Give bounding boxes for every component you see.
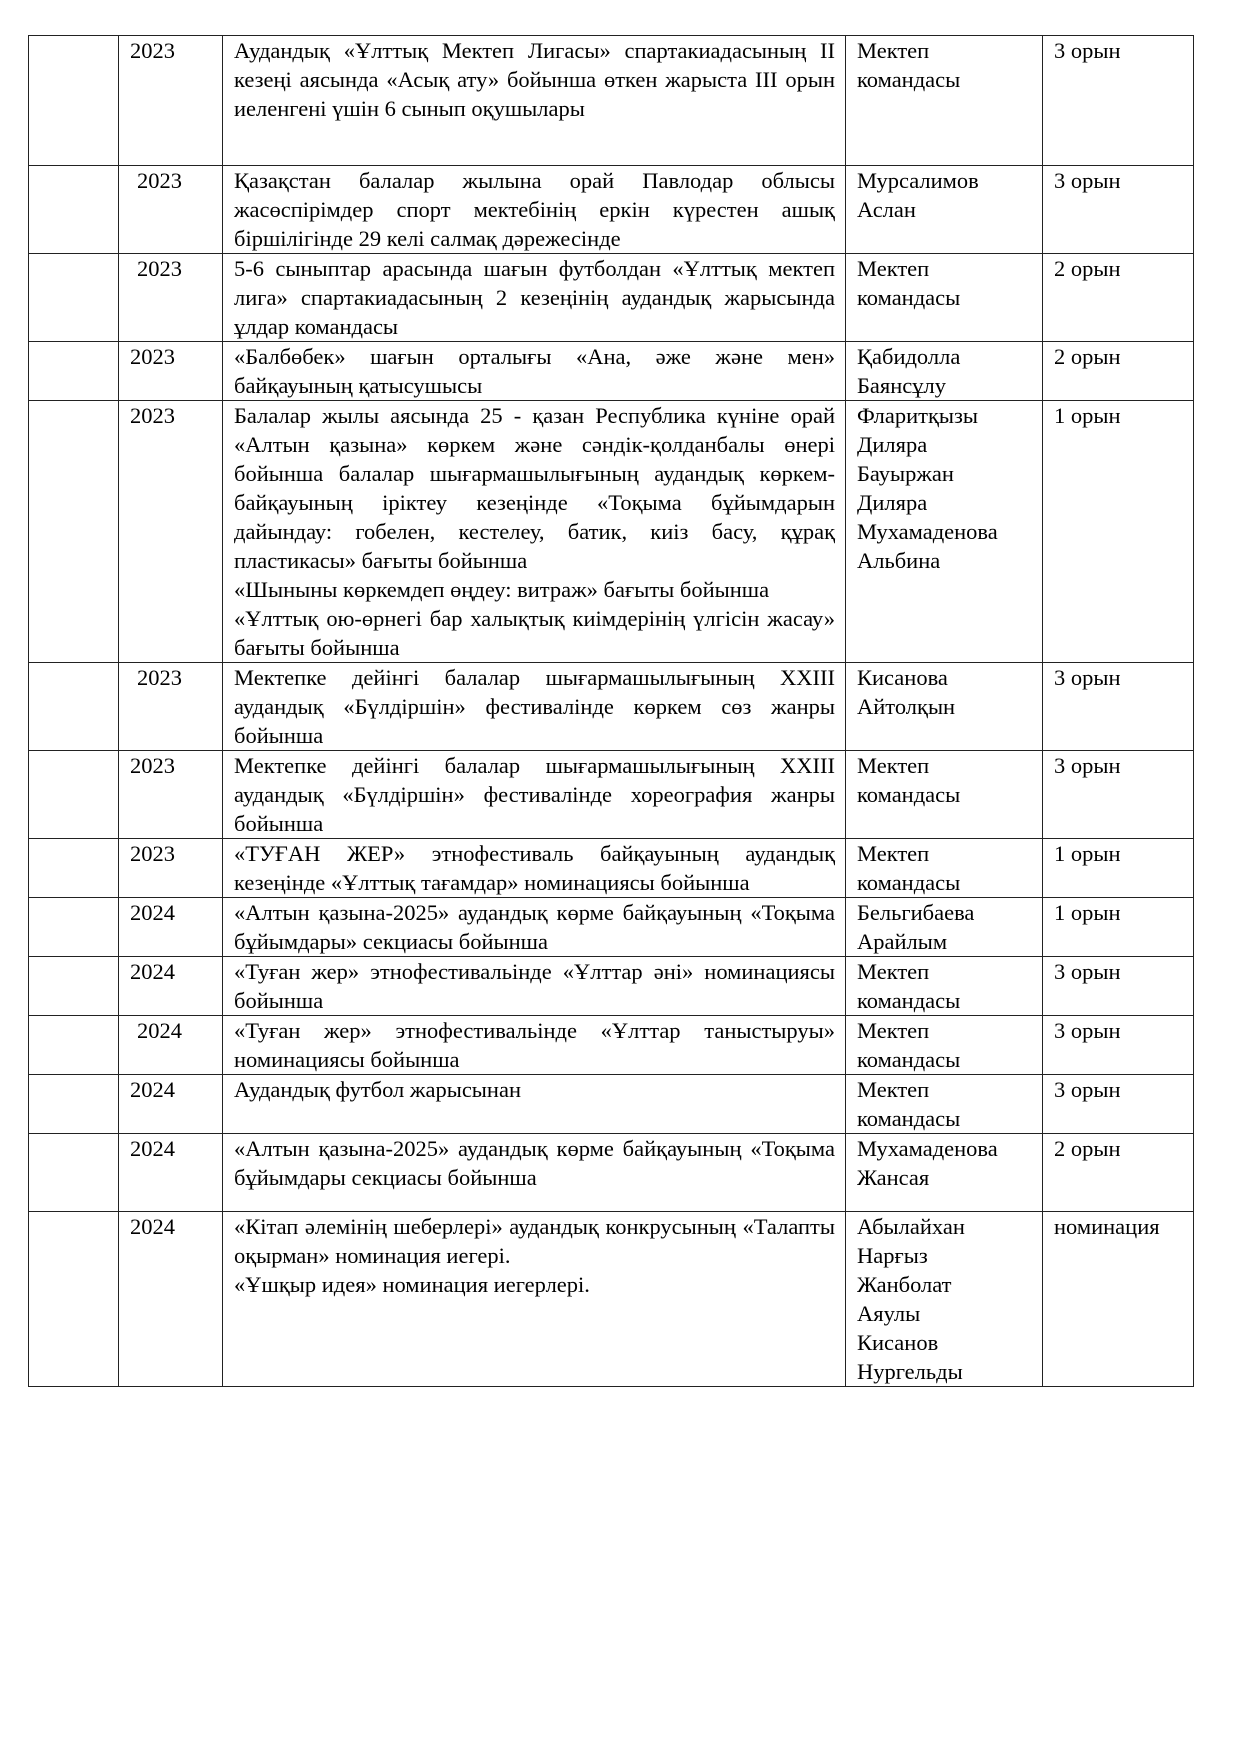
event-description-cell — [223, 1212, 846, 1387]
participant-name: Кисанов — [857, 1330, 939, 1355]
row-number-cell — [29, 957, 119, 1016]
participant-cell — [846, 36, 1043, 166]
participant-cell — [846, 839, 1043, 898]
year-cell: 2024 — [119, 1016, 223, 1075]
event-description-cell — [223, 839, 846, 898]
table-row — [29, 36, 1194, 166]
year-cell: 2023 — [119, 663, 223, 751]
row-number-cell — [29, 36, 119, 166]
event-description-text: 5-6 сыныптар арасында шағын футболдан «Ұлттық мектеп лига» спартакиадасының 2 кезеңінің аудандық жарысында ұлдар командасы — [234, 256, 835, 339]
table-row — [29, 1075, 1194, 1134]
event-description-text: «Алтын қазына-2025» аудандық көрме байқауының «Тоқыма бұйымдары секциасы бойынша — [234, 1136, 835, 1190]
awards-table-body — [29, 36, 1194, 1387]
place-cell: 3 орын — [1043, 1016, 1194, 1075]
participant-cell — [846, 1134, 1043, 1212]
place-cell: 3 орын — [1043, 166, 1194, 254]
row-number-cell — [29, 751, 119, 839]
event-description-text: Мектепке дейінгі балалар шығармашылығының ХХІІІ аудандық «Бүлдіршін» фестивалінде хореография жанры бойынша — [234, 753, 835, 836]
year-cell: 2023 — [119, 36, 223, 166]
participant-name: Мурсалимов — [857, 168, 979, 193]
participant-name: Мектеп командасы — [857, 959, 961, 1013]
row-number-cell — [29, 663, 119, 751]
participant-name: Фларитқызы — [857, 403, 979, 428]
table-row — [29, 254, 1194, 342]
row-number-cell — [29, 898, 119, 957]
event-description-text: Мектепке дейінгі балалар шығармашылығының ХХІІІ аудандық «Бүлдіршін» фестивалінде көркем сөз жанры бойынша — [234, 665, 835, 748]
place-cell: 2 орын — [1043, 1134, 1194, 1212]
participant-name: Мухамаденова — [857, 519, 998, 544]
row-number-cell — [29, 254, 119, 342]
row-number-cell — [29, 839, 119, 898]
place-cell: 1 орын — [1043, 839, 1194, 898]
year-cell: 2024 — [119, 1134, 223, 1212]
participant-name: Мектеп командасы — [857, 753, 961, 807]
table-row — [29, 1134, 1194, 1212]
year-cell: 2023 — [119, 342, 223, 401]
participant-name: Мухамаденова — [857, 1136, 998, 1161]
year-cell: 2023 — [119, 839, 223, 898]
table-row — [29, 957, 1194, 1016]
year-cell: 2024 — [119, 1075, 223, 1134]
year-cell: 2023 — [119, 751, 223, 839]
event-description-cell — [223, 401, 846, 663]
row-number-cell — [29, 1016, 119, 1075]
participant-cell — [846, 957, 1043, 1016]
participant-cell — [846, 751, 1043, 839]
event-description-cell — [223, 1075, 846, 1134]
participant-cell — [846, 1075, 1043, 1134]
year-cell: 2024 — [119, 898, 223, 957]
event-description-text: Қазақстан балалар жылына орай Павлодар облысы жасөспірімдер спорт мектебінің еркін күрестен ашық біршілігінде 29 келі салмақ дәрежесінде — [234, 168, 835, 251]
event-description-cell — [223, 898, 846, 957]
participant-name: Мектеп командасы — [857, 1077, 961, 1131]
participant-name: Аяулы — [857, 1301, 921, 1326]
event-description-text: «Шыныны көркемдеп өңдеу: витраж» бағыты бойынша — [234, 577, 770, 602]
place-cell: 1 орын — [1043, 898, 1194, 957]
participant-name: Диляра — [857, 490, 928, 515]
participant-name: Арайлым — [857, 929, 948, 954]
participant-name: Альбина — [857, 548, 941, 573]
event-description-cell — [223, 1016, 846, 1075]
row-number-cell — [29, 166, 119, 254]
row-number-cell — [29, 401, 119, 663]
row-number-cell — [29, 1075, 119, 1134]
participant-name: Мектеп командасы — [857, 256, 961, 310]
participant-name: Аслан — [857, 197, 916, 222]
table-row — [29, 401, 1194, 663]
place-cell: 3 орын — [1043, 957, 1194, 1016]
year-cell: 2023 — [119, 401, 223, 663]
place-cell: 3 орын — [1043, 663, 1194, 751]
place-cell: 2 орын — [1043, 254, 1194, 342]
table-row — [29, 342, 1194, 401]
event-description-text: «Алтын қазына-2025» аудандық көрме байқауының «Тоқыма бұйымдары» секциасы бойынша — [234, 900, 835, 954]
event-description-text: «ТУҒАН ЖЕР» этнофестиваль байқауының аудандық кезеңінде «Ұлттық тағамдар» номинациясы бойынша — [234, 841, 835, 895]
participant-name: Қабидолла — [857, 344, 961, 369]
event-description-cell — [223, 957, 846, 1016]
participant-cell — [846, 1212, 1043, 1387]
participant-name: Жансая — [857, 1165, 930, 1190]
participant-cell — [846, 166, 1043, 254]
event-description-cell — [223, 36, 846, 166]
event-description-text: Аудандық «Ұлттық Мектеп Лигасы» спартакиадасының ІІ кезеңі аясында «Асық ату» бойынша өткен жарыста ІІІ орын иеленгені үшін 6 сынып оқушылары — [234, 38, 835, 121]
event-description-text: Балалар жылы аясында 25 - қазан Республика күніне орай «Алтын қазына» көркем және сәндік-қолданбалы өнері бойынша балалар шығармашылығының аудандық көркем-байқауының іріктеу кезеңінде «Тоқыма бұйымдарын дайындау: гобелен, кестелеу, батик, киіз басу, құрақ пластикасы» бағыты бойынша — [234, 403, 835, 573]
participant-name: Баянсұлу — [857, 373, 947, 398]
event-description-text: «Ұшқыр идея» номинация иегерлері. — [234, 1272, 590, 1297]
event-description-text: «Балбөбек» шағын орталығы «Ана, әже және мен» байқауының қатысушысы — [234, 344, 835, 398]
participant-name: Кисанова — [857, 665, 948, 690]
table-row — [29, 663, 1194, 751]
event-description-text: «Кітап әлемінің шеберлері» аудандық конкрусының «Талапты оқырман» номинация иегері. — [234, 1214, 835, 1268]
table-row — [29, 898, 1194, 957]
event-description-cell — [223, 1134, 846, 1212]
place-cell: 3 орын — [1043, 36, 1194, 166]
table-row — [29, 166, 1194, 254]
participant-name: Мектеп командасы — [857, 38, 961, 92]
participant-cell — [846, 401, 1043, 663]
place-cell: 2 орын — [1043, 342, 1194, 401]
row-number-cell — [29, 1134, 119, 1212]
participant-cell — [846, 254, 1043, 342]
year-cell: 2023 — [119, 166, 223, 254]
participant-name: Жанболат — [857, 1272, 952, 1297]
participant-cell — [846, 898, 1043, 957]
participant-cell — [846, 663, 1043, 751]
participant-name: Абылайхан — [857, 1214, 965, 1239]
table-row — [29, 839, 1194, 898]
participant-name: Нургельды — [857, 1359, 963, 1384]
participant-name: Айтолқын — [857, 694, 956, 719]
event-description-cell — [223, 254, 846, 342]
year-cell: 2024 — [119, 1212, 223, 1387]
event-description-text: «Ұлттық ою-өрнегі бар халықтық киімдерінің үлгісін жасау» бағыты бойынша — [234, 606, 835, 660]
table-row — [29, 1212, 1194, 1387]
participant-name: Нарғыз — [857, 1243, 928, 1268]
year-cell: 2024 — [119, 957, 223, 1016]
participant-name: Диляра — [857, 432, 928, 457]
event-description-text: «Туған жер» этнофестивальінде «Ұлттар таныстыруы» номинациясы бойынша — [234, 1018, 835, 1072]
event-description-cell — [223, 663, 846, 751]
participant-cell — [846, 342, 1043, 401]
event-description-text: Аудандық футбол жарысынан — [234, 1077, 521, 1102]
place-cell: 1 орын — [1043, 401, 1194, 663]
place-cell: 3 орын — [1043, 751, 1194, 839]
event-description-text: «Туған жер» этнофестивальінде «Ұлттар әні» номинациясы бойынша — [234, 959, 835, 1013]
place-cell: 3 орын — [1043, 1075, 1194, 1134]
table-row — [29, 1016, 1194, 1075]
event-description-cell — [223, 342, 846, 401]
participant-cell — [846, 1016, 1043, 1075]
participant-name: Мектеп командасы — [857, 841, 961, 895]
row-number-cell — [29, 342, 119, 401]
row-number-cell — [29, 1212, 119, 1387]
place-cell: номинация — [1043, 1212, 1194, 1387]
awards-table — [28, 35, 1194, 1387]
participant-name: Бауыржан — [857, 461, 954, 486]
event-description-cell — [223, 751, 846, 839]
table-row — [29, 751, 1194, 839]
event-description-cell — [223, 166, 846, 254]
year-cell: 2023 — [119, 254, 223, 342]
participant-name: Мектеп командасы — [857, 1018, 961, 1072]
participant-name: Бельгибаева — [857, 900, 975, 925]
